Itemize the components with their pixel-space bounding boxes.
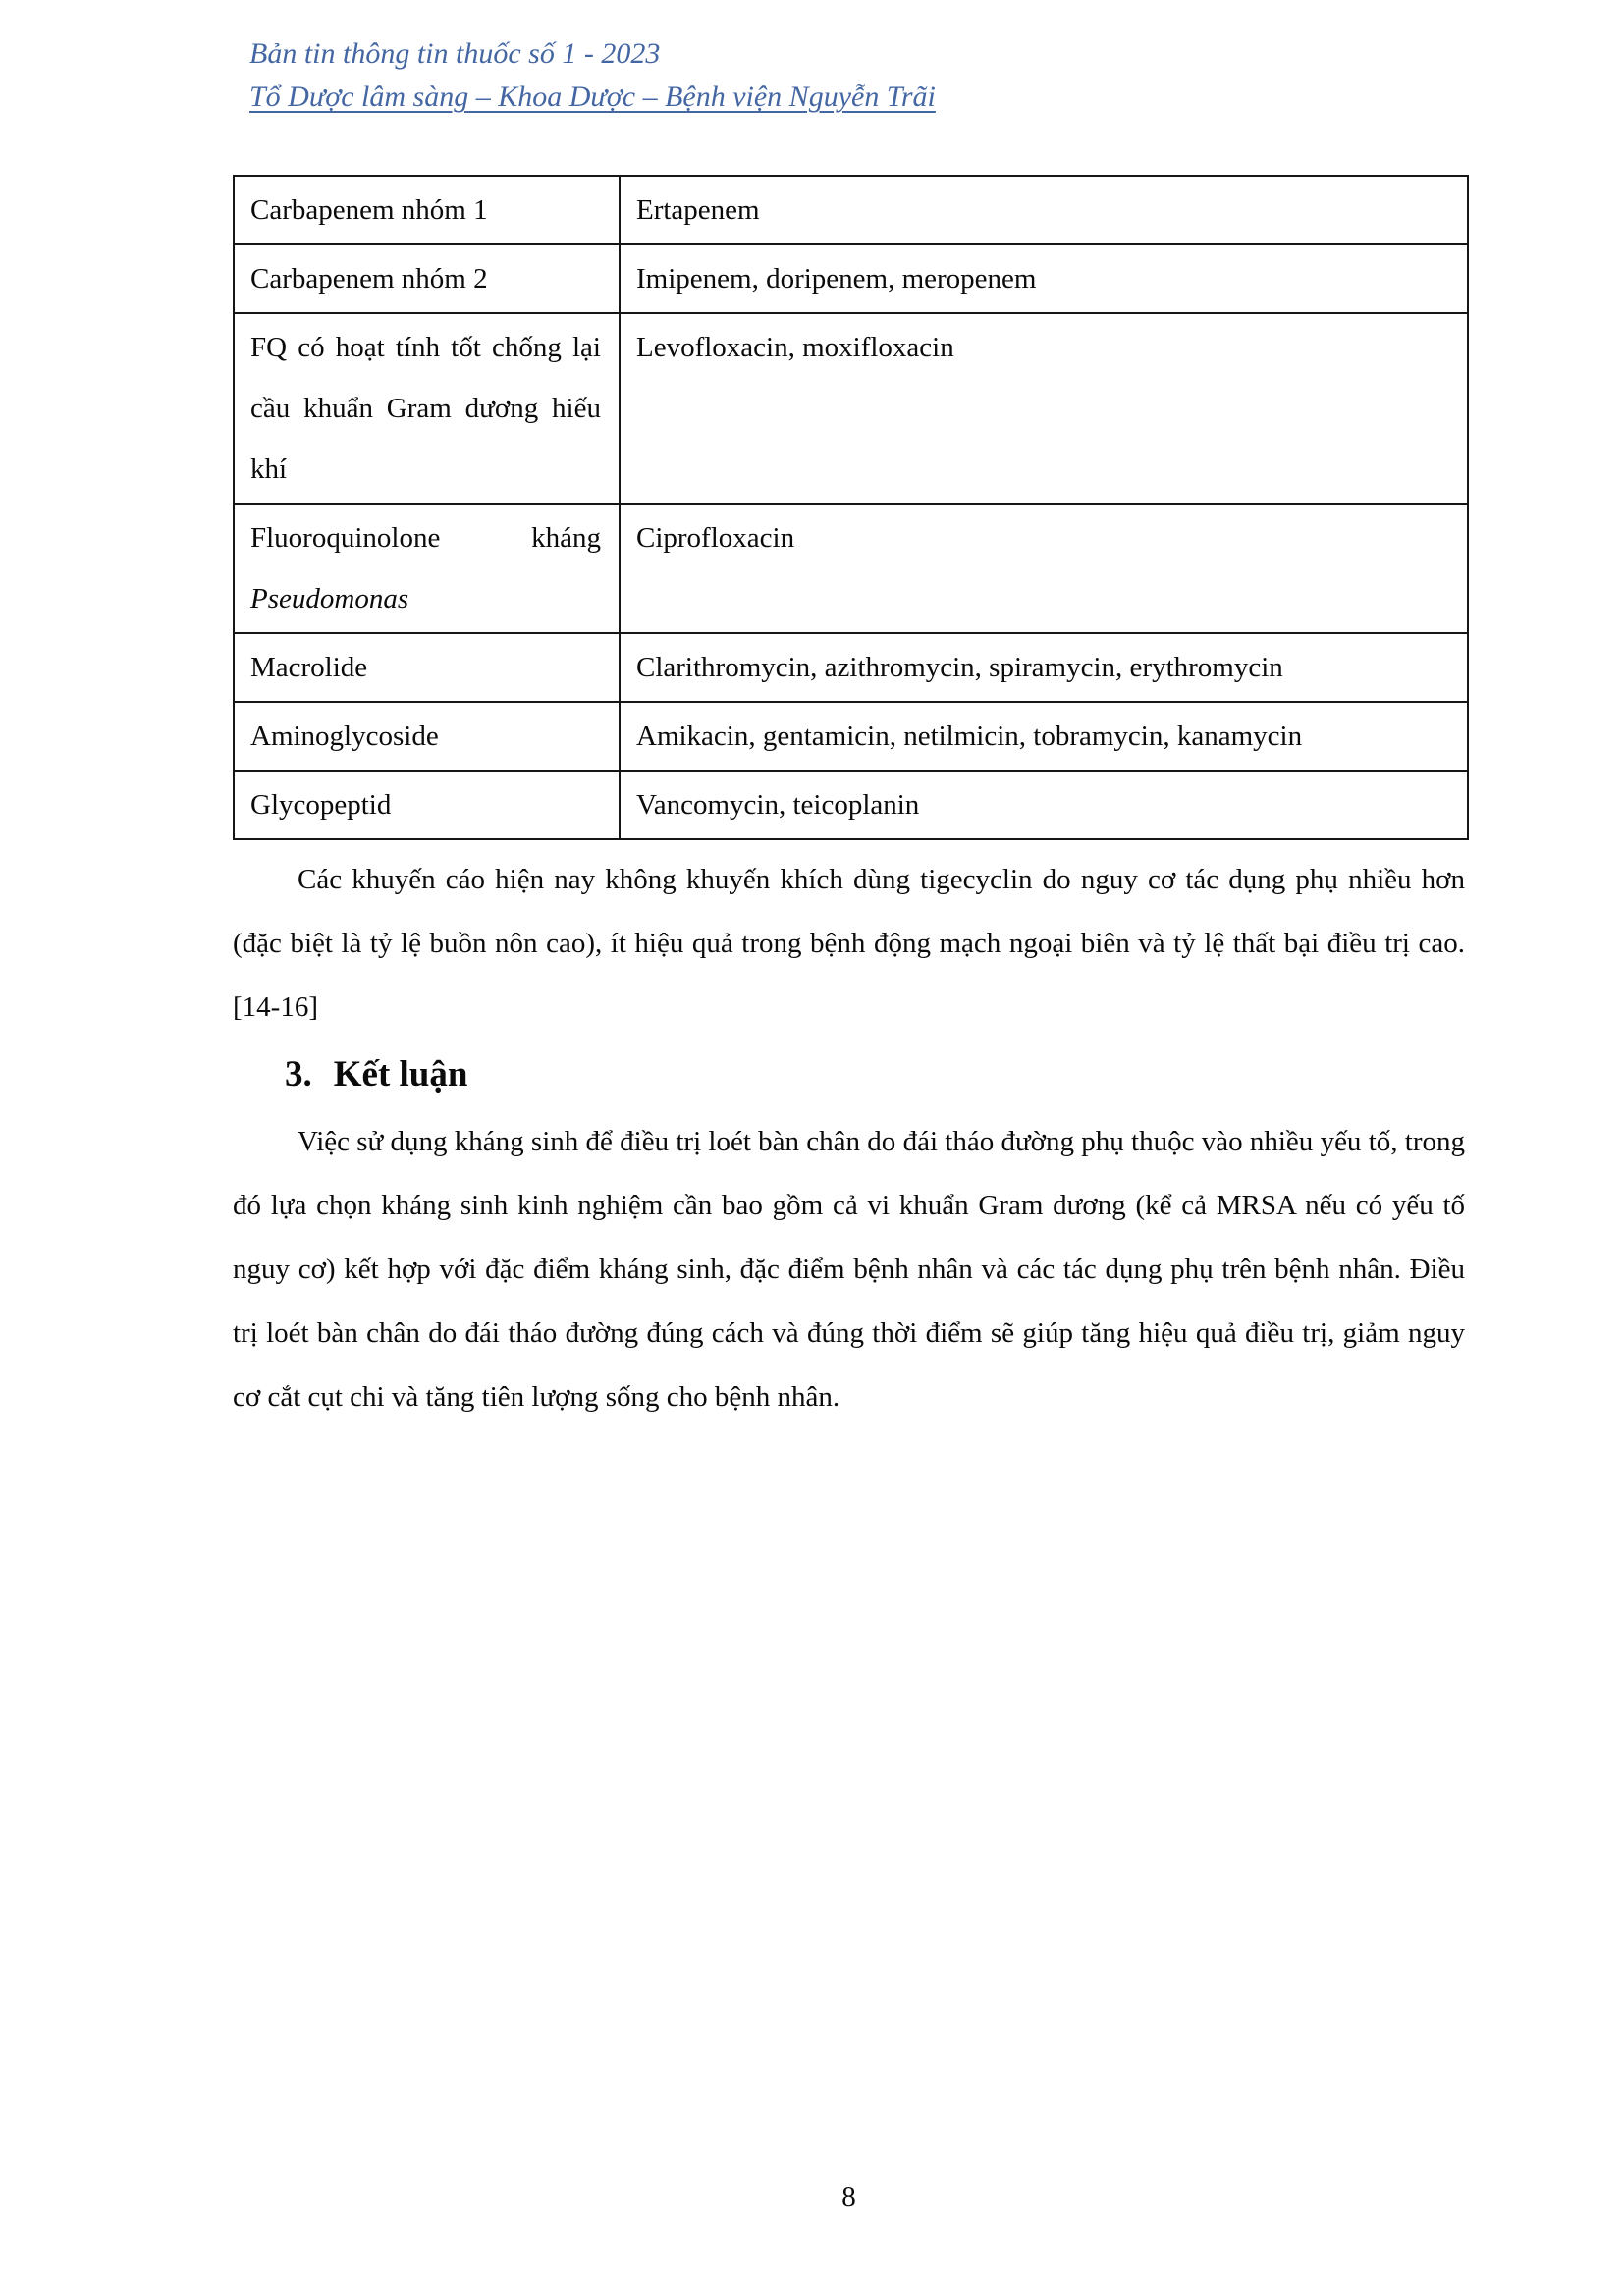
antibiotic-group-cell [234,313,620,504]
newsletter-title: Bản tin thông tin thuốc số 1 - 2023 [249,37,661,70]
antibiotic-drugs-cell: Vancomycin, teicoplanin [620,771,1468,839]
page-number: 8 [841,2181,856,2213]
table-row [234,633,1468,702]
group-label: Carbapenem nhóm 2 [250,263,488,294]
antibiotic-drugs-cell: Levofloxacin, moxifloxacin [620,313,1468,504]
antibiotic-drugs-cell: Amikacin, gentamicin, netilmicin, tobramycin, kanamycin [620,702,1468,771]
table-row [234,313,1468,504]
department-subtitle: Tổ Dược lâm sàng – Khoa Dược – Bệnh viện Nguyễn Trãi [249,80,936,113]
document-header [249,32,1465,119]
group-label: Aminoglycoside [250,721,439,752]
group-label: FQ có hoạt tính tốt chống lại cầu khuẩn Gram dương hiếu khí [250,332,601,485]
antibiotic-group-cell [234,244,620,313]
conclusion-heading [285,1049,1465,1100]
antibiotic-group-cell [234,176,620,244]
group-label: Glycopeptid [250,789,392,821]
antibiotic-drugs-cell: Ciprofloxacin [620,504,1468,633]
table-row [234,504,1468,633]
antibiotic-drugs-cell: Imipenem, doripenem, meropenem [620,244,1468,313]
antibiotic-group-cell [234,633,620,702]
antibiotic-drugs-cell: Clarithromycin, azithromycin, spiramycin, erythromycin [620,633,1468,702]
heading-number: 3. [285,1054,312,1095]
conclusion-paragraph: Việc sử dụng kháng sinh để điều trị loét bàn chân do đái tháo đường phụ thuộc vào nhiều yếu tố, trong đó lựa chọn kháng sinh kinh nghiệm cần bao gồm cả vi khuẩn Gram dương (kể cả MRSA nếu có yếu tố nguy cơ) kết hợp với đặc điểm kháng sinh, đặc điểm bệnh nhân và các tác dụng phụ trên bệnh nhân. Điều trị loét bàn chân do đái tháo đường đúng cách và đúng thời điểm sẽ giúp tăng hiệu quả điều trị, giảm nguy cơ cắt cụt chi và tăng tiên lượng sống cho bệnh nhân. [233,1126,1465,1413]
antibiotic-table-body [234,176,1468,839]
table-row [234,244,1468,313]
antibiotic-table [233,175,1469,840]
antibiotic-group-cell [234,504,620,633]
table-row [234,702,1468,771]
table-row [234,771,1468,839]
group-label: Macrolide [250,652,368,683]
table-row [234,176,1468,244]
heading-title: Kết luận [333,1054,468,1095]
antibiotic-drugs-cell: Ertapenem [620,176,1468,244]
group-label: Carbapenem nhóm 1 [250,194,488,226]
group-label-italic: Pseudomonas [250,583,409,614]
antibiotic-group-cell [234,702,620,771]
antibiotic-group-cell [234,771,620,839]
group-label: Fluoroquinolone kháng [250,522,601,554]
tigecyclin-note-paragraph: Các khuyến cáo hiện nay không khuyến khích dùng tigecyclin do nguy cơ tác dụng phụ nhiều hơn (đặc biệt là tỷ lệ buồn nôn cao), ít hiệu quả trong bệnh động mạch ngoại biên và tỷ lệ thất bại điều trị cao. [14-16] [233,864,1465,1023]
